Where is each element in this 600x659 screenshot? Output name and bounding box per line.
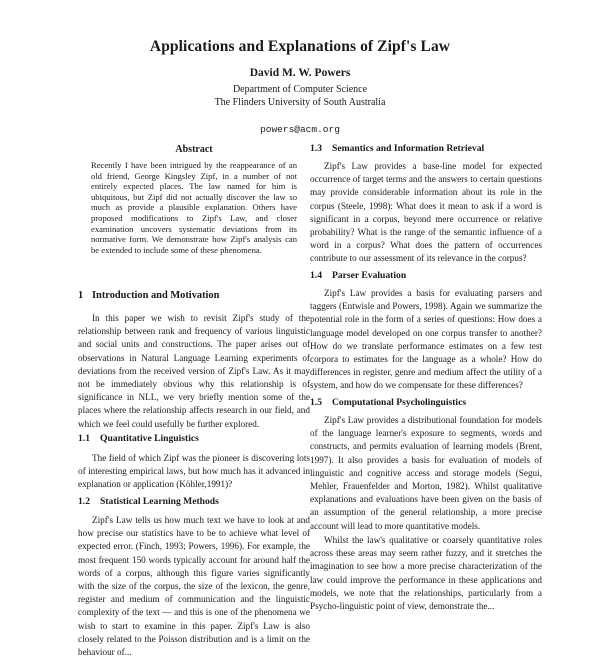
section-number: 1.2	[78, 496, 90, 507]
section-1-4-text: Zipf's Law provides a basis for evaluating parsers and taggers (Entwisle and Powers, 1998). Again we summarize the potential role in the form of a series of questions: How does a language model developed on one corpus transfer to another? How do we translate performance estimates on a few test corpora to estimates for the language as a whole? How do differences in register, genre and medium affect the utility of a system, and how do we compensate for these differences?	[310, 288, 542, 391]
section-1-1-text: The field of which Zipf was the pioneer is discovering lots of interesting empirical laws, but how much has it advanced in explanation or application (Köhler,1991)?	[78, 453, 310, 490]
section-number: 1.1	[78, 433, 90, 444]
author-university: The Flinders University of South Australia	[214, 97, 386, 108]
section-1-heading	[78, 290, 219, 301]
author-email[interactable]: powers@acm.org	[260, 124, 340, 135]
section-1-5-text: Zipf's Law provides a distributional foundation for models of the language learner's exposure to segments, words and constructs, and permits evaluation of learning models (Brent, 1997). It also provides a basis for evaluation of models of linguistic and cognitive access and storage models (Segui, Mehler, Frauenfelder and Morton, 1982). Whilst qualitative explanations and evaluations have been given on the basis of an assumption of the general relationship, a more precise account will lead to more quantitative models.	[310, 415, 542, 531]
paper-title: Applications and Explanations of Zipf's Law	[149, 38, 451, 55]
section-title: Semantics and Information Retrieval	[332, 143, 485, 154]
author-name: David M. W. Powers	[249, 67, 351, 79]
abstract-heading: Abstract	[175, 144, 213, 155]
section-number: 1.5	[310, 397, 322, 408]
section-1-2-heading	[78, 496, 219, 507]
section-number: 1	[78, 290, 84, 301]
section-title: Parser Evaluation	[332, 270, 407, 281]
section-title: Computational Psycholinguistics	[332, 397, 467, 408]
author-department: Department of Computer Science	[232, 84, 368, 95]
section-1-3-heading	[310, 143, 484, 154]
section-title: Introduction and Motivation	[92, 290, 220, 301]
section-number: 1.4	[310, 270, 322, 281]
section-title: Statistical Learning Methods	[100, 496, 219, 507]
section-number: 1.3	[310, 143, 322, 154]
section-1-5-text-continued: Whilst the law's qualitative or coarsely quantitative roles across these areas may seem rather fuzzy, and it stretches the imagination to see how a more precise characterization of the law could improve the performance in these applications and models, we note that the relationships, particularly from a Psycho-linguistic point of view, demonstrate the...	[310, 535, 542, 612]
section-1-1-heading	[78, 433, 199, 444]
section-1-5-heading	[310, 397, 466, 408]
section-1-4-heading	[310, 270, 406, 281]
section-1-2-text: Zipf's Law tells us how much text we have to look at and how precise our statistics have to be to achieve what level of expected error. (Finch, 1993; Powers, 1996). For example, the most frequent 150 words typically account for around half the words of a corpus, although this figure varies significantly with the size of the corpus, the size of the lexicon, the genre, register and medium of communication and the linguistic complexity of the text — and this is one of the phenomena we wish to start to examine in this paper. Zipf's Law is also closely related to the Poisson distribution and is a limit on the behaviour of...	[78, 515, 310, 658]
section-1-3-text: Zipf's Law provides a base-line model for expected occurrence of target terms and the answers to certain questions may provide considerable information about its role in the corpus (Steele, 1998): What does it mean to ask if a word is significant in a corpus, beyond mere occurrence or relative probability? What is the range of the semantic influence of a word in a corpus? What does the pattern of occurrences contribute to our assessment of its relevance in the corpus?	[310, 161, 542, 264]
section-title: Quantitative Linguistics	[100, 433, 199, 444]
section-1-text: In this paper we wish to revisit Zipf's study of the relationship between rank and frequency of various linguistic and social units and constructions. The paper arises out of observations in Natural Language Learning experiments of deviations from the received version of Zipf's Law. As it may not be immediately obvious why this relationship is of significance in NLL, we very briefly mention some of the places where the relationship affects research in our field, and which we feel could usefully be further explored.	[78, 313, 310, 429]
abstract-text: Recently I have been intrigued by the reappearance of an old friend, George Kingsley Zipf, in a number of not entirely expected places. The law named for him is ubiquitous, but Zipf did not actually discover the law so much as provide a plausible explanation. Others have proposed modifications to Zipf's Law, and closer examination uncovers systematic deviations from its normative form. We demonstrate how Zipf's analysis can be extended to include some of these phenomena.	[91, 160, 297, 255]
